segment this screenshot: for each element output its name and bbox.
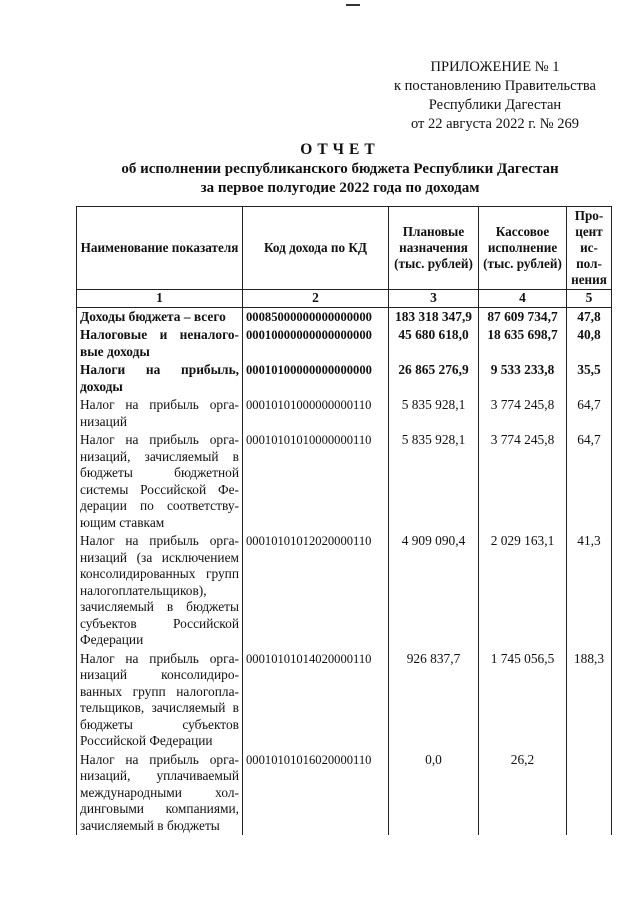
row-code: 00010101000000000110 bbox=[243, 396, 389, 431]
row-percent: 64,7 bbox=[567, 396, 612, 431]
table-row bbox=[77, 361, 612, 396]
table-row bbox=[77, 326, 612, 361]
row-percent: 41,3 bbox=[567, 532, 612, 650]
row-plan: 0,0 bbox=[389, 751, 479, 836]
row-plan: 4 909 090,4 bbox=[389, 532, 479, 650]
row-name: Доходы бюджета – всего bbox=[77, 307, 243, 326]
column-number: 5 bbox=[567, 290, 612, 308]
appendix-line-resolution: к постановлению Правительства bbox=[394, 78, 596, 94]
row-cash: 18 635 698,7 bbox=[479, 326, 567, 361]
row-cash: 26,2 bbox=[479, 751, 567, 836]
row-code: 00010101016020000110 bbox=[243, 751, 389, 836]
report-title bbox=[60, 140, 620, 198]
top-mark bbox=[346, 4, 360, 6]
row-code: 00010101010000000110 bbox=[243, 431, 389, 532]
table-row bbox=[77, 650, 612, 751]
appendix-line-republic: Республики Дагестан bbox=[428, 97, 562, 113]
row-name: Налоговые и неналоговые доходы bbox=[77, 326, 243, 361]
table-row bbox=[77, 431, 612, 532]
table-row bbox=[77, 307, 612, 326]
row-code: 00010100000000000000 bbox=[243, 361, 389, 396]
revenue-table bbox=[76, 206, 612, 835]
row-percent: 64,7 bbox=[567, 431, 612, 532]
row-code: 00010101012020000110 bbox=[243, 532, 389, 650]
table-row bbox=[77, 396, 612, 431]
row-percent: 47,8 bbox=[567, 307, 612, 326]
header-code: Код дохода по КД bbox=[243, 207, 389, 290]
row-name: Налог на прибыль организаций, уплачиваемый международными холдинговыми компаниями, зачисляемый в бюджеты bbox=[77, 751, 243, 836]
report-title-main: ОТЧЕТ bbox=[300, 141, 380, 158]
column-number: 2 bbox=[243, 290, 389, 308]
row-percent: 40,8 bbox=[567, 326, 612, 361]
row-plan: 45 680 618,0 bbox=[389, 326, 479, 361]
table-row bbox=[77, 751, 612, 836]
row-name: Налог на прибыль организаций bbox=[77, 396, 243, 431]
header-plan: Плановые назначения (тыс. рублей) bbox=[389, 207, 479, 290]
row-percent bbox=[567, 751, 612, 836]
appendix-block bbox=[380, 58, 610, 134]
row-percent: 188,3 bbox=[567, 650, 612, 751]
column-number: 1 bbox=[77, 290, 243, 308]
report-title-subject: об исполнении республиканского бюджета Республики Дагестан bbox=[121, 161, 559, 177]
row-cash: 1 745 056,5 bbox=[479, 650, 567, 751]
row-percent: 35,5 bbox=[567, 361, 612, 396]
row-cash: 3 774 245,8 bbox=[479, 396, 567, 431]
row-code: 00010101014020000110 bbox=[243, 650, 389, 751]
report-title-period: за первое полугодие 2022 года по доходам bbox=[200, 180, 480, 196]
row-plan: 5 835 928,1 bbox=[389, 431, 479, 532]
row-code: 00085000000000000000 bbox=[243, 307, 389, 326]
row-cash: 2 029 163,1 bbox=[479, 532, 567, 650]
row-plan: 26 865 276,9 bbox=[389, 361, 479, 396]
row-cash: 87 609 734,7 bbox=[479, 307, 567, 326]
column-number: 3 bbox=[389, 290, 479, 308]
row-plan: 926 837,7 bbox=[389, 650, 479, 751]
header-cash: Кассовое исполнение (тыс. рублей) bbox=[479, 207, 567, 290]
header-percent: Процент исполнения bbox=[567, 207, 612, 290]
row-name: Налог на прибыль организаций, зачисляемый в бюджеты бюджетной системы Российской Федерации по соответствующим ставкам bbox=[77, 431, 243, 532]
row-cash: 3 774 245,8 bbox=[479, 431, 567, 532]
row-cash: 9 533 233,8 bbox=[479, 361, 567, 396]
table-header-row bbox=[77, 207, 612, 290]
header-name: Наименование показателя bbox=[77, 207, 243, 290]
column-number-row bbox=[77, 290, 612, 308]
row-plan: 5 835 928,1 bbox=[389, 396, 479, 431]
row-code: 00010000000000000000 bbox=[243, 326, 389, 361]
table-row bbox=[77, 532, 612, 650]
row-plan: 183 318 347,9 bbox=[389, 307, 479, 326]
column-number: 4 bbox=[479, 290, 567, 308]
appendix-title: ПРИЛОЖЕНИЕ № 1 bbox=[430, 59, 560, 75]
row-name: Налоги на прибыль, доходы bbox=[77, 361, 243, 396]
row-name: Налог на прибыль организаций (за исключением консолидированных групп налогоплательщиков), зачисляемый в бюджеты субъектов Российской Федерации bbox=[77, 532, 243, 650]
row-name: Налог на прибыль организаций консолидированных групп налогоплательщиков, зачисляемый в бюджеты субъектов Российской Федерации bbox=[77, 650, 243, 751]
appendix-line-date: от 22 августа 2022 г. № 269 bbox=[410, 116, 580, 132]
